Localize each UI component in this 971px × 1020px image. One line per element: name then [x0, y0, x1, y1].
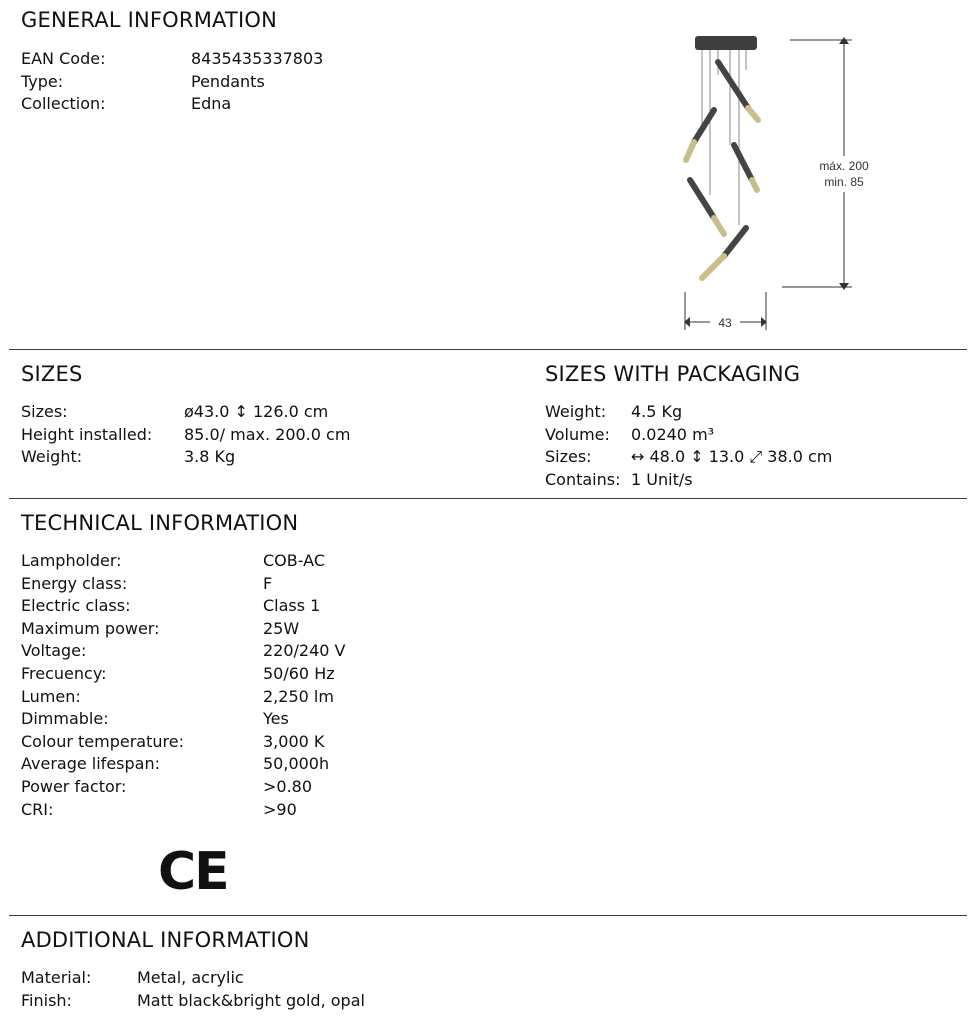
technical-label: Energy class:	[21, 573, 128, 593]
packaging-label: Volume:	[545, 425, 610, 444]
section-divider	[9, 915, 967, 916]
packaging-heading: SIZES WITH PACKAGING	[545, 362, 801, 386]
packaging-label: Sizes:	[545, 447, 592, 466]
technical-label: Maximum power:	[21, 618, 160, 638]
technical-value: 3,000 K	[263, 731, 325, 751]
section-divider	[9, 498, 967, 499]
packaging-value: ↔ 48.0 ↕ 13.0 ⤢ 38.0 cm	[631, 447, 833, 466]
packaging-label: Contains:	[545, 470, 621, 489]
technical-label: Electric class:	[21, 596, 131, 616]
sizes-value: 85.0/ max. 200.0 cm	[184, 425, 351, 444]
technical-heading: TECHNICAL INFORMATION	[21, 511, 299, 535]
technical-label: Lampholder:	[21, 551, 122, 570]
technical-value: Yes	[263, 709, 289, 729]
packaging-label: Weight:	[545, 402, 607, 421]
technical-label: Lumen:	[21, 686, 81, 706]
general-heading: GENERAL INFORMATION	[21, 8, 278, 32]
packaging-value: 1 Unit/s	[631, 470, 693, 489]
technical-label: Colour temperature:	[21, 731, 184, 751]
technical-value: COB-AC	[263, 551, 325, 570]
sizes-label: Sizes:	[21, 402, 68, 421]
technical-label: Dimmable:	[21, 709, 109, 729]
general-value: 8435435337803	[191, 49, 324, 68]
general-label: Type:	[21, 72, 64, 91]
technical-value: >0.80	[263, 777, 313, 796]
sizes-value: ø43.0 ↕ 126.0 cm	[184, 402, 329, 421]
technical-value: 2,250 lm	[263, 686, 334, 706]
additional-value: Metal, acrylic	[137, 968, 244, 987]
section-divider	[9, 349, 967, 350]
sizes-label: Height installed:	[21, 425, 153, 444]
general-label: EAN Code:	[21, 49, 106, 68]
height-min-label: min. 85	[824, 175, 864, 189]
technical-label: Power factor:	[21, 777, 127, 796]
sizes-value: 3.8 Kg	[184, 447, 236, 466]
ce-mark: CE	[158, 842, 228, 902]
technical-value: 220/240 V	[263, 641, 346, 661]
width-label: 43	[718, 316, 732, 330]
general-value: Edna	[191, 94, 232, 113]
technical-value: F	[263, 573, 273, 593]
additional-label: Material:	[21, 968, 92, 987]
sizes-label: Weight:	[21, 447, 83, 466]
general-value: Pendants	[191, 72, 265, 91]
sizes-heading: SIZES	[21, 362, 83, 386]
additional-value: Matt black&bright gold, opal	[137, 991, 365, 1010]
pendant-tubes	[686, 62, 758, 278]
technical-value: Class 1	[263, 596, 321, 616]
technical-label: Voltage:	[21, 641, 87, 661]
height-max-label: máx. 200	[819, 159, 869, 173]
additional-heading: ADDITIONAL INFORMATION	[21, 928, 310, 952]
technical-label: Average lifespan:	[21, 754, 160, 774]
packaging-value: 0.0240 m³	[631, 425, 715, 444]
packaging-value: 4.5 Kg	[631, 402, 683, 421]
technical-value: 25W	[263, 618, 300, 638]
additional-label: Finish:	[21, 991, 72, 1010]
technical-value: >90	[263, 799, 297, 819]
technical-label: Frecuency:	[21, 664, 107, 683]
general-label: Collection:	[21, 94, 106, 113]
technical-value: 50/60 Hz	[263, 664, 335, 683]
canopy-shape	[695, 36, 757, 50]
product-dimension-diagram	[640, 20, 900, 340]
technical-label: CRI:	[21, 799, 54, 819]
technical-value: 50,000h	[263, 754, 330, 774]
